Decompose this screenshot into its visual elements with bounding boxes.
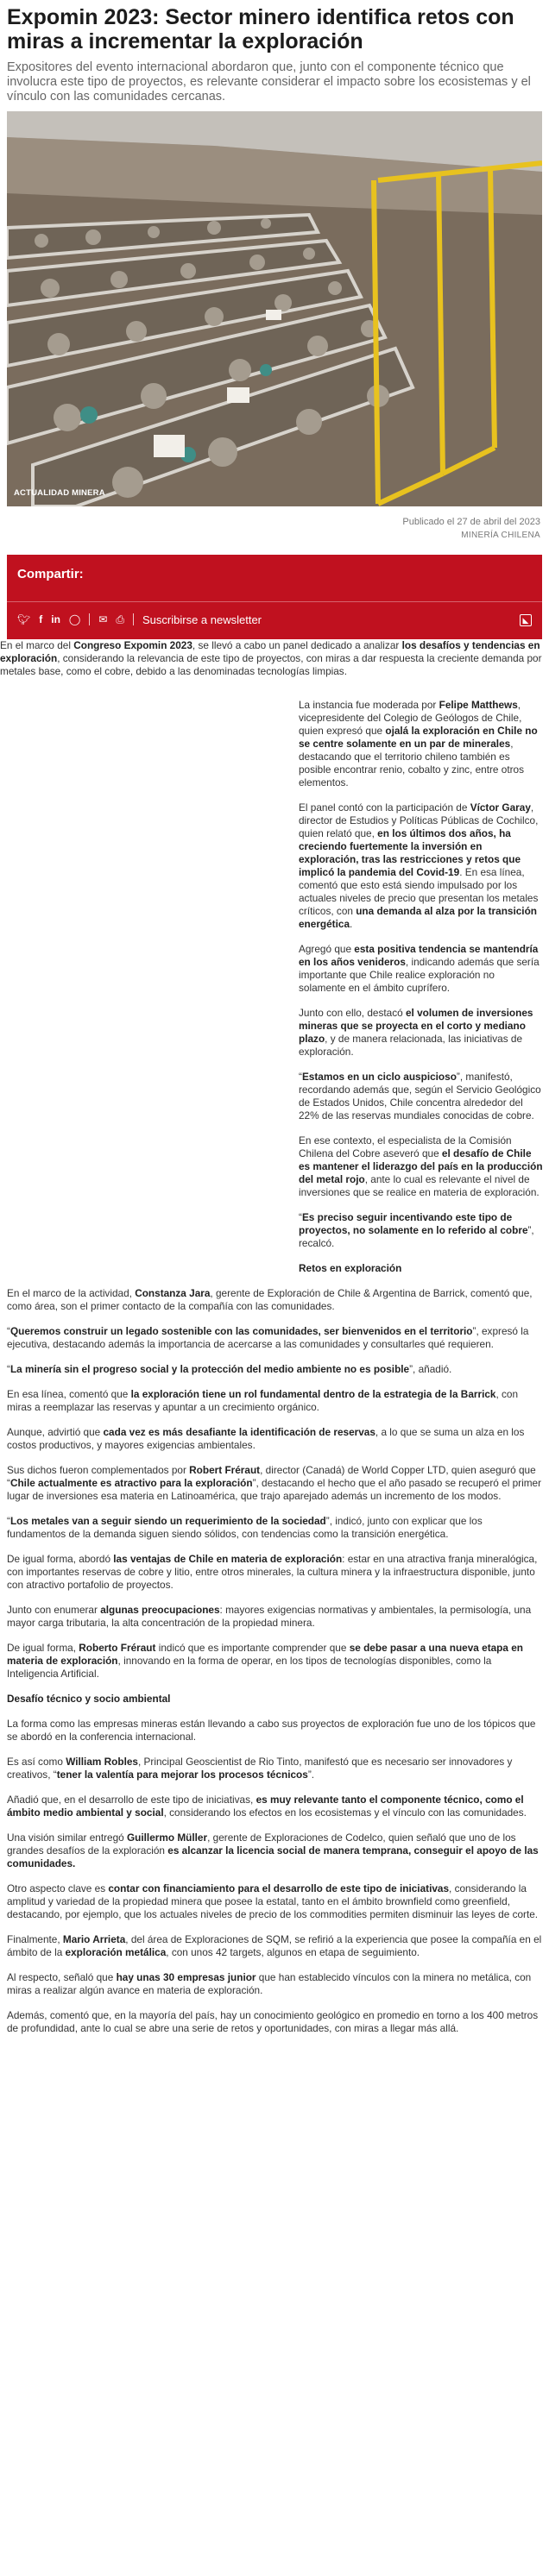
- paragraph: La forma como las empresas mineras están llevando a cabo sus proyectos de exploración fue uno de los tópicos que se abordó en la conferencia internacional.: [7, 1718, 536, 1743]
- paragraph: Junto con enumerar algunas preocupaciones: mayores exigencias normativas y ambientales, la permisología, una mayor carga tributaria, la alta concentración de la propiedad minera.: [7, 1604, 532, 1629]
- article-dek: Expositores del evento internacional abordaron que, junto con el componente técnico que involucra este tipo de proyectos, es relevante considerar el impacto sobre los ecosistemas y el vínculo con las comunidades cercanas.: [7, 60, 531, 104]
- share-separator: [89, 613, 90, 625]
- share-bar: [7, 555, 542, 639]
- linkedin-icon[interactable]: in: [51, 613, 60, 625]
- paragraph: Es así como William Robles, Principal Geoscientist de Rio Tinto, manifestó que es necesario ser innovadores y creativos, “tener la valentía para mejorar los procesos técnicos”.: [7, 1756, 513, 1781]
- facebook-icon[interactable]: f: [39, 613, 43, 625]
- article-source: MINERÍA CHILENA: [461, 531, 540, 540]
- paragraph: Finalmente, Mario Arrieta, del área de Exploraciones de SQM, se refirió a la experiencia que posee la compañía en el ámbito de la exploración metálica, con unos 42 targets, algunos en etapa de seguimiento.: [7, 1933, 542, 1958]
- subheading-retos: Retos en exploración: [299, 1262, 402, 1274]
- full-width-section-1: [7, 1287, 542, 2035]
- paragraph: “Estamos en un ciclo auspicioso”, manifestó, recordando además que, según el Servicio Geológico de Estados Unidos, Chile concentra alrededor del 22% de las reservas mundiales conocidas de cobre.: [299, 1071, 541, 1122]
- subheading-desafio: Desafío técnico y socio ambiental: [7, 1693, 171, 1705]
- paragraph: En esa línea, comentó que la exploración tiene un rol fundamental dentro de la estrategia de la Barrick, con miras a reemplazar las reservas y apuntar a un crecimiento orgánico.: [7, 1388, 519, 1413]
- share-separator: [133, 613, 134, 625]
- rss-icon[interactable]: ◣: [520, 614, 532, 626]
- print-icon[interactable]: ⎙: [116, 613, 125, 625]
- paragraph: La instancia fue moderada por Felipe Matthews, vicepresidente del Colegio de Geólogos de Chile, quien expresó que ojalá la exploración en Chile no se centre solamente en un par de minerales, destacando que el territorio chileno también es posible encontrar renio, cobalto y zinc, entre otros elementos.: [299, 699, 538, 789]
- paragraph: De igual forma, abordó las ventajas de Chile en materia de exploración: estar en una atractiva franja mineralógica, con importantes reservas de cobre y litio, entre otros minerales, la cultura minera y la infraestructura disponible, junto con atractivo portafolio de proyectos.: [7, 1553, 538, 1591]
- whatsapp-icon[interactable]: ◯: [68, 613, 81, 625]
- share-actions: [17, 613, 262, 626]
- share-title: Compartir:: [17, 567, 84, 581]
- paragraph: Otro aspecto clave es contar con financiamiento para el desarrollo de este tipo de iniciativas, considerando la amplitud y variedad de la propiedad minera que posee la estatal, tanto en el ámbito brownfield como greenfield, destacando, por ejemplo, que los actuales niveles de precio de los commodities permiten disminuir las leyes de corte.: [7, 1882, 539, 1920]
- paragraph: Una visión similar entregó Guillermo Müller, gerente de Exploraciones de Codelco, quien señaló que uno de los grandes desafíos de la exploración es alcanzar la licencia social de manera temprana, conseguir el apoyo de las comunidades.: [7, 1831, 539, 1869]
- paragraph: Aunque, advirtió que cada vez es más desafiante la identificación de reservas, a lo que se suma un alza en los costos productivos, y mayores exigencias ambientales.: [7, 1426, 525, 1451]
- paragraph: “La minería sin el progreso social y la protección del medio ambiente no es posible”, añadió.: [7, 1363, 452, 1375]
- core-trays-illustration: [7, 111, 542, 506]
- subscribe-newsletter-link[interactable]: Suscribirse a newsletter: [142, 613, 262, 626]
- email-icon[interactable]: ✉: [98, 613, 108, 625]
- paragraph: En ese contexto, el especialista de la Comisión Chilena del Cobre aseveró que el desafío de Chile es mantener el liderazgo del país en la producción del metal rojo, ante lo cual es relevante el nivel de inversiones que se realice en materia de exploración.: [299, 1134, 543, 1198]
- paragraph: Sus dichos fueron complementados por Robert Fréraut, director (Canadá) de World Copper LTD, quien aseguró que “Chile actualmente es atractivo para la exploración”, destacando el hecho que el año pasado se recuperó el primer lugar de inversiones esa materia en Latinoamérica, que trajo aparejado además un incremento de los modos.: [7, 1464, 542, 1502]
- article-body: [0, 639, 549, 2035]
- photo-category-tag: ACTUALIDAD MINERA: [14, 488, 105, 498]
- article-title: Expomin 2023: Sector minero identifica retos con miras a incrementar la exploración: [7, 5, 514, 53]
- publish-date: Publicado el 27 de abril del 2023: [402, 517, 540, 527]
- paragraph: En el marco de la actividad, Constanza Jara, gerente de Exploración de Chile & Argentina de Barrick, comentó que, como área, son el primer contacto de la compañía con las comunidades.: [7, 1287, 533, 1312]
- paragraph: De igual forma, Roberto Fréraut indicó que es importante comprender que se debe pasar a una nueva etapa en materia de exploración, innovando en la forma de operar, en los tipos de tecnologías disponibles, como la Inteligencia Artificial.: [7, 1642, 523, 1680]
- paragraph: Agregó que esta positiva tendencia se mantendría en los años venideros, indicando además que sería importante que Chile realice exploración no solamente en el ámbito cuprífero.: [299, 943, 540, 994]
- twitter-icon[interactable]: 🐦︎: [17, 613, 31, 625]
- right-column: [299, 699, 544, 1275]
- article-meta: [0, 515, 540, 543]
- paragraph: “Es preciso seguir incentivando este tipo de proyectos, no solamente en lo referido al cobre”, recalcó.: [299, 1211, 534, 1249]
- paragraph: “Los metales van a seguir siendo un requerimiento de la sociedad”, indicó, junto con explicar que los fundamentos de la demanda siguen siendo sólidos, con tendencias como la transición energética.: [7, 1515, 483, 1540]
- share-divider: [7, 601, 542, 602]
- article-photo: [7, 111, 542, 506]
- paragraph: Añadió que, en el desarrollo de este tipo de iniciativas, es muy relevante tanto el componente técnico, como el ámbito medio ambiental y social, considerando los efectos en los ecosistemas y el vínculo con las comunidades.: [7, 1794, 527, 1819]
- paragraph: Junto con ello, destacó el volumen de inversiones mineras que se proyecta en el corto y mediano plazo, y de manera relacionada, las iniciativas de exploración.: [299, 1007, 533, 1058]
- lead-paragraph: En el marco del Congreso Expomin 2023, se llevó a cabo un panel dedicado a analizar los desafíos y tendencias en exploración, considerando la relevancia de este tipo de proyectos, con miras a dar respuesta la creciente demanda por metales base, como el cobre, debido a las denominadas tecnologías limpias.: [0, 639, 542, 677]
- paragraph: El panel contó con la participación de Víctor Garay, director de Estudios y Políticas Públicas de Cochilco, quien relató que, en los últimos dos años, ha creciendo fuertemente la inversión en exploración, tras las restricciones y retos que implicó la pandemia del Covid-19. En esa línea, comentó que esto está siendo impulsado por los actuales niveles de precio que presentan los metales críticos, con una demanda al alza por la transición energética.: [299, 801, 539, 930]
- paragraph: Al respecto, señaló que hay unas 30 empresas junior que han establecido vínculos con la minera no metálica, con miras a realizar algún avance en materia de exploración.: [7, 1971, 532, 1996]
- paragraph: Además, comentó que, en la mayoría del país, hay un conocimiento geológico en promedio en torno a los 400 metros de profundidad, ante lo cual se abre una serie de retos y oportunidades, con miras a llegar más allá.: [7, 2009, 539, 2034]
- paragraph: “Queremos construir un legado sostenible con las comunidades, ser bienvenidos en el territorio”, expresó la ejecutiva, destacando además la importancia de acercarse a las comunidades y consultarles qué requieren.: [7, 1325, 529, 1350]
